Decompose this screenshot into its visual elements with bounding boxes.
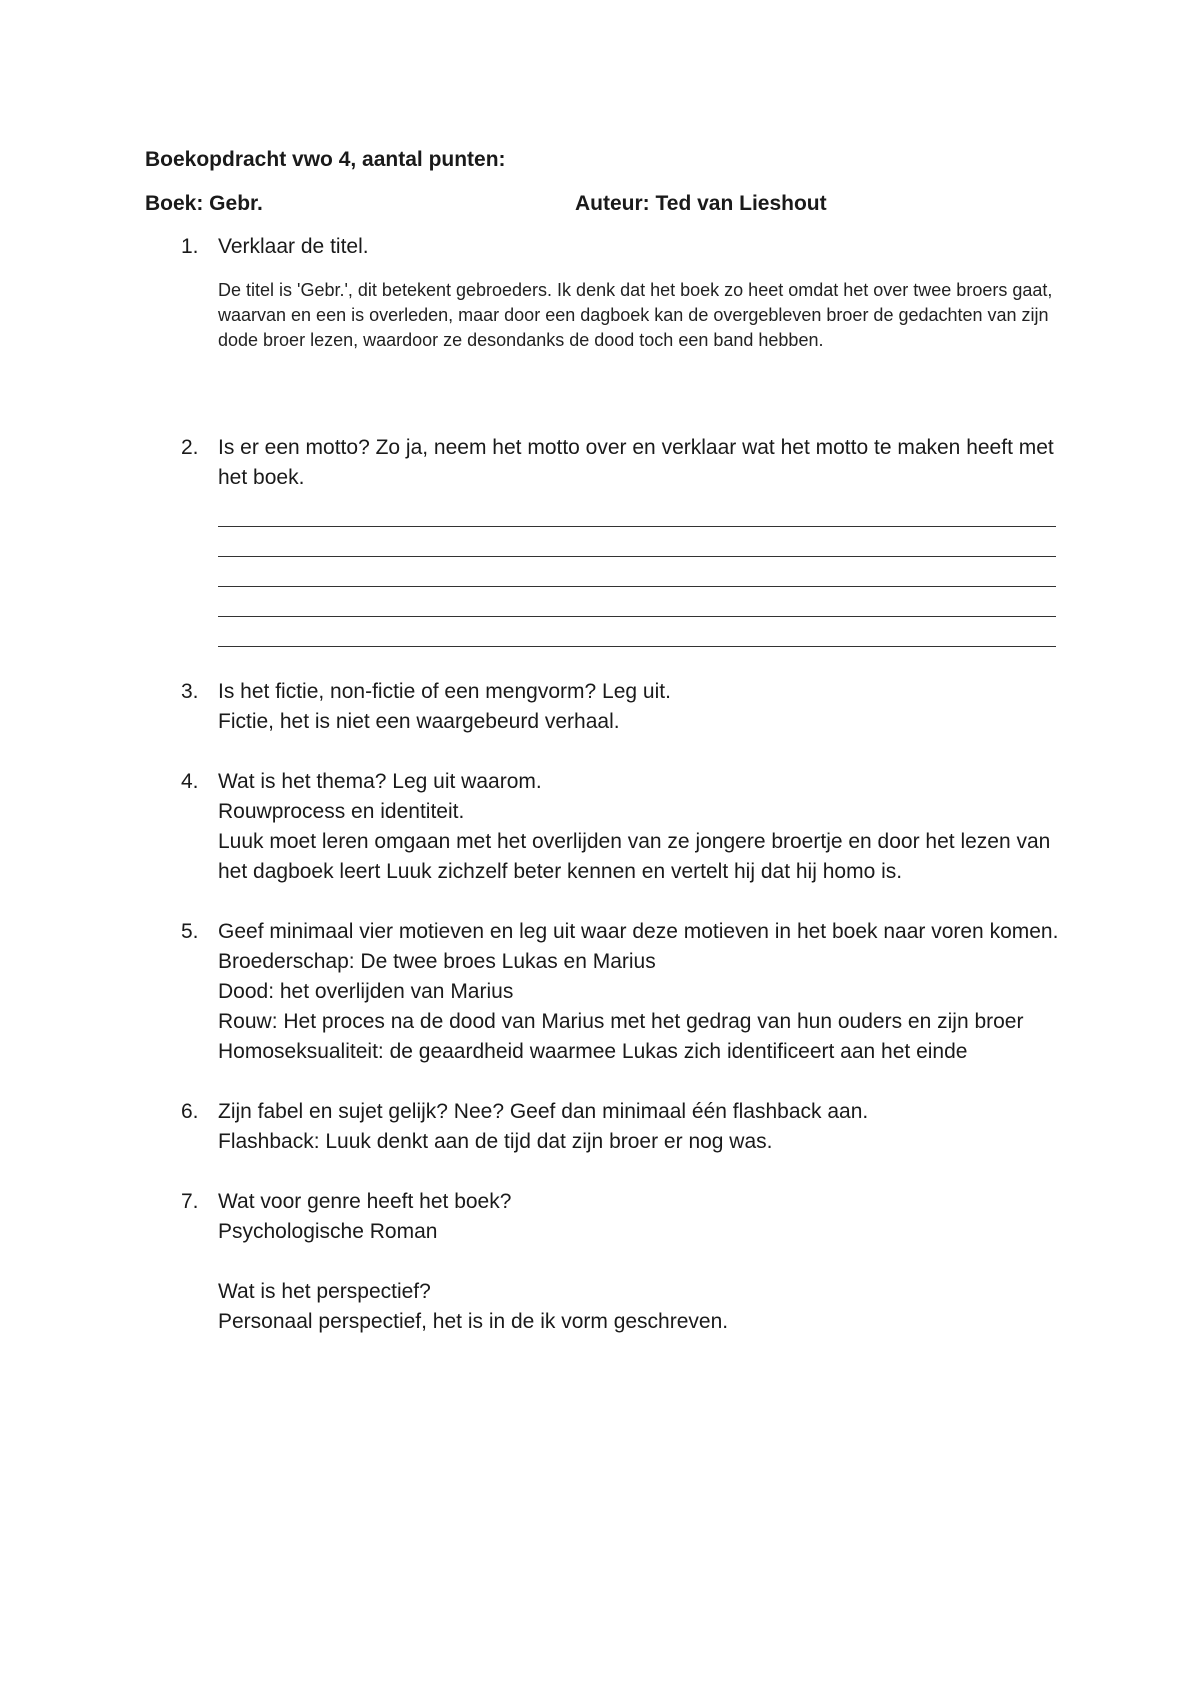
answer-text: Flashback: Luuk denkt aan de tijd dat zijn broer er nog was.	[218, 1130, 773, 1153]
question-number: 6.	[181, 1100, 199, 1123]
question-list	[145, 232, 1065, 1247]
book-label: Boek: Gebr.	[145, 192, 263, 215]
answer-line	[218, 587, 1056, 617]
book-meta	[145, 190, 1065, 218]
question-item	[145, 767, 1065, 887]
answer-text: Fictie, het is niet een waargebeurd verhaal.	[218, 710, 620, 733]
question-number: 1.	[181, 235, 199, 258]
perspective-answer: Personaal perspectief, het is in de ik vorm geschreven.	[218, 1310, 729, 1333]
question-text: Wat is het thema? Leg uit waarom.	[218, 770, 542, 793]
question-item	[145, 917, 1065, 1067]
answer-line	[218, 617, 1056, 647]
question-number: 7.	[181, 1190, 199, 1213]
answer-text: Luuk moet leren omgaan met het overlijden van ze jongere broertje en door het lezen van het dagboek leert Luuk zichzelf beter kennen en vertelt hij dat hij homo is.	[218, 830, 1051, 883]
question-text: Wat voor genre heeft het boek?	[218, 1190, 512, 1213]
question-text: Is er een motto? Zo ja, neem het motto over en verklaar wat het motto te maken heeft met het boek.	[218, 436, 1054, 489]
question-item	[145, 1097, 1065, 1157]
answer-lines	[218, 497, 1065, 647]
question-item	[145, 232, 1065, 353]
document-page	[145, 140, 1065, 1337]
answer-text: Rouwprocess en identiteit.	[218, 800, 465, 823]
question-number: 5.	[181, 920, 199, 943]
document-title: Boekopdracht vwo 4, aantal punten:	[145, 148, 506, 171]
question-text: Geef minimaal vier motieven en leg uit waar deze motieven in het boek naar voren komen.	[218, 920, 1059, 943]
motive-item: Dood: het overlijden van Marius	[218, 980, 514, 1003]
answer-text: De titel is 'Gebr.', dit betekent gebroeders. Ik denk dat het boek zo heet omdat het over twee broers gaat, waarvan en een is overleden, maar door een dagboek kan de overgebleven broer de gedachten van zijn dode broer lezen, waardoor ze desondanks de dood toch een band hebben.	[218, 280, 1053, 350]
question-item	[145, 1187, 1065, 1247]
question-number: 2.	[181, 436, 199, 459]
answer-line	[218, 557, 1056, 587]
answer-line	[218, 527, 1056, 557]
answer-text: Psychologische Roman	[218, 1220, 438, 1243]
answer-line	[218, 497, 1056, 527]
question-item	[145, 433, 1065, 647]
motive-item: Homoseksualiteit: de geaardheid waarmee Lukas zich identificeert aan het einde	[218, 1040, 968, 1063]
question-item	[145, 677, 1065, 737]
motive-item: Rouw: Het proces na de dood van Marius met het gedrag van hun ouders en zijn broer	[218, 1010, 1024, 1033]
question-number: 4.	[181, 770, 199, 793]
question-number: 3.	[181, 680, 199, 703]
motive-item: Broederschap: De twee broes Lukas en Marius	[218, 950, 656, 973]
author-label: Auteur: Ted van Lieshout	[575, 192, 827, 215]
question-text: Is het fictie, non-fictie of een mengvorm? Leg uit.	[218, 680, 671, 703]
question-text: Verklaar de titel.	[218, 235, 369, 258]
perspective-question: Wat is het perspectief?	[218, 1280, 431, 1303]
question-text: Zijn fabel en sujet gelijk? Nee? Geef dan minimaal één flashback aan.	[218, 1100, 869, 1123]
